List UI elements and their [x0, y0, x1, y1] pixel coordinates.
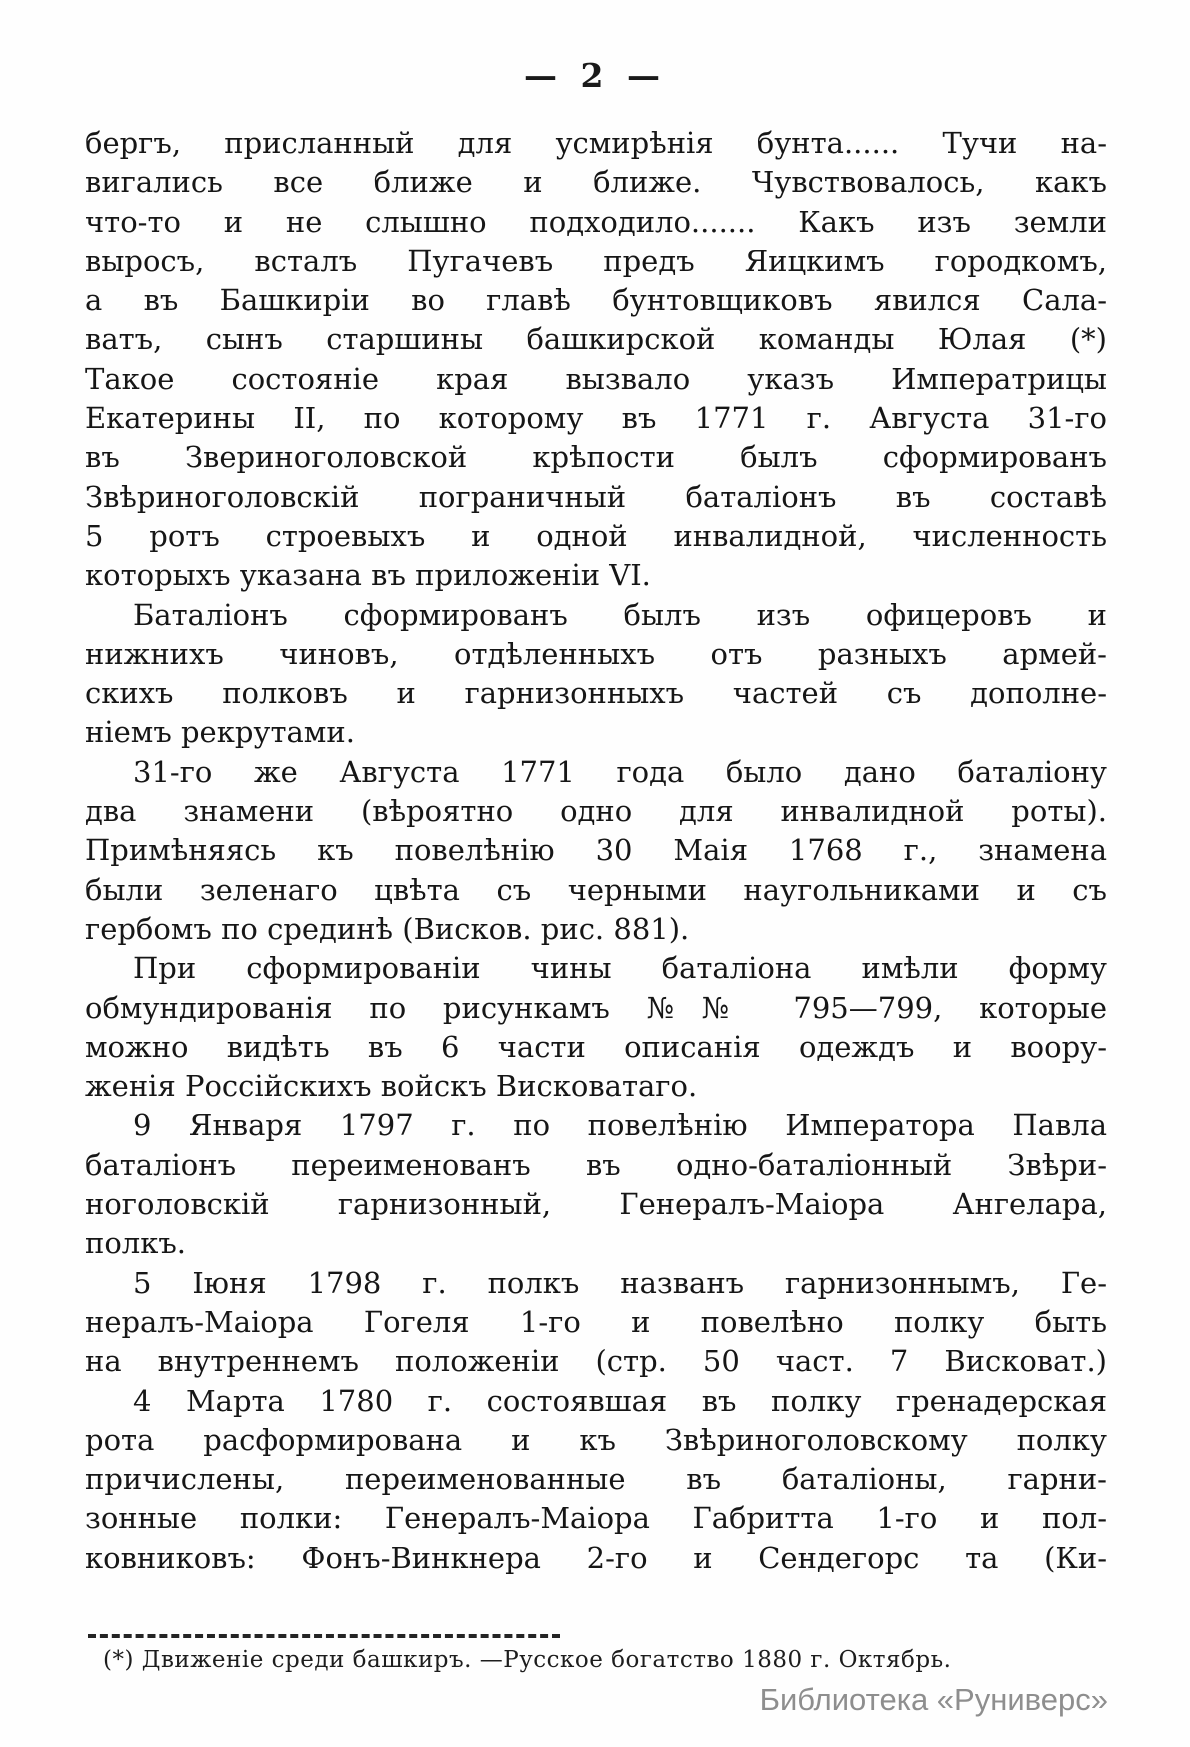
paragraph — [85, 124, 1107, 596]
text-line: бергъ, присланный для усмирѣнія бунта...... Тучи на- — [85, 126, 1107, 160]
text-line: Баталіонъ сформированъ былъ изъ офицеровъ и — [133, 597, 1107, 632]
text-line: можно видѣть въ 6 части описанія одеждъ и воору- — [85, 1029, 1107, 1064]
text-line: вигались все ближе и ближе. Чувствовалось, какъ — [85, 165, 1107, 200]
text-line: Екатерины II, по которому въ 1771 г. Августа 31-го — [85, 401, 1107, 436]
text-line: 31-го же Августа 1771 года было дано баталіону — [133, 754, 1107, 789]
text-line: нижнихъ чиновъ, отдѣленныхъ отъ разныхъ армей- — [85, 636, 1107, 671]
page-number: — 2 — — [524, 56, 666, 95]
text-line: женія Россійскихъ войскъ Висковатаго. — [85, 1069, 698, 1104]
paragraph — [85, 753, 1107, 949]
text-line: два знамени (вѣроятно одно для инвалидной роты). — [85, 794, 1107, 829]
footnote-divider — [88, 1634, 560, 1638]
text-line: выросъ, всталъ Пугачевъ предъ Яицкимъ городкомъ, — [85, 243, 1107, 278]
text-line: 5 ротъ строевыхъ и одной инвалидной, численность — [85, 518, 1107, 553]
text-line: скихъ полковъ и гарнизонныхъ частей съ дополне- — [85, 676, 1107, 711]
text-line: а въ Башкиріи во главѣ бунтовщиковъ явился Сала- — [85, 283, 1107, 318]
text-line: полкъ. — [85, 1226, 187, 1261]
text-line: ковниковъ: Фонъ-Винкнера 2-го и Сендегорс та (Ки- — [85, 1540, 1107, 1575]
paragraph — [85, 1264, 1107, 1382]
text-line: на внутреннемъ положеніи (стр. 50 част. 7 Висковат.) — [85, 1344, 1107, 1379]
paragraph — [85, 1382, 1107, 1578]
library-watermark: Библиотека «Руниверс» — [759, 1682, 1108, 1717]
text-line: причислены, переименованные въ баталіоны, гарни- — [85, 1462, 1107, 1497]
text-line: зонные полки: Генералъ-Маіора Габритта 1-го и пол- — [85, 1501, 1107, 1536]
text-line: При сформированіи чины баталіона имѣли форму — [133, 951, 1107, 986]
text-line: ніемъ рекрутами. — [85, 715, 355, 750]
text-line: были зеленаго цвѣта съ черными наугольниками и съ — [85, 872, 1107, 907]
text-line: обмундированія по рисункамъ №№ 795—799, которые — [85, 990, 1107, 1025]
text-line: ватъ, сынъ старшины башкирской команды Юлая (*) — [85, 322, 1107, 357]
text-line: 9 Января 1797 г. по повелѣнію Императора Павла — [133, 1108, 1107, 1143]
text-line: что-то и не слышно подходило....... Какъ изъ земли — [85, 204, 1107, 239]
text-line: рота расформирована и къ Звѣриноголовскому полку — [85, 1422, 1107, 1457]
paragraph — [85, 596, 1107, 753]
text-block — [85, 124, 1107, 1578]
text-line: гербомъ по срединѣ (Висков. рис. 881). — [85, 911, 690, 946]
text-line: 5 Іюня 1798 г. полкъ названъ гарнизоннымъ, Ге- — [133, 1265, 1107, 1300]
text-line: Примѣняясь къ повелѣнію 30 Маія 1768 г., знамена — [85, 833, 1107, 868]
text-line: нералъ-Маіора Гогеля 1-го и повелѣно полку быть — [85, 1304, 1107, 1339]
footnote-text: (*) Движеніе среди башкиръ. —Русское богатство 1880 г. Октябрь. — [103, 1647, 952, 1673]
text-line: которыхъ указана въ приложеніи VI. — [85, 558, 651, 593]
text-line: баталіонъ переименованъ въ одно-баталіонный Звѣри- — [85, 1147, 1107, 1182]
text-line: въ Звериноголовской крѣпости былъ сформированъ — [85, 440, 1107, 475]
paragraph — [85, 949, 1107, 1106]
text-line: Такое состояніе края вызвало указъ Императрицы — [85, 361, 1107, 396]
text-line: ноголовскій гарнизонный, Генералъ-Маіора Ангелара, — [85, 1187, 1107, 1222]
paragraph — [85, 1106, 1107, 1263]
text-line: 4 Марта 1780 г. состоявшая въ полку гренадерская — [133, 1383, 1107, 1418]
text-line: Звѣриноголовскій пограничный баталіонъ въ составѣ — [85, 479, 1107, 514]
